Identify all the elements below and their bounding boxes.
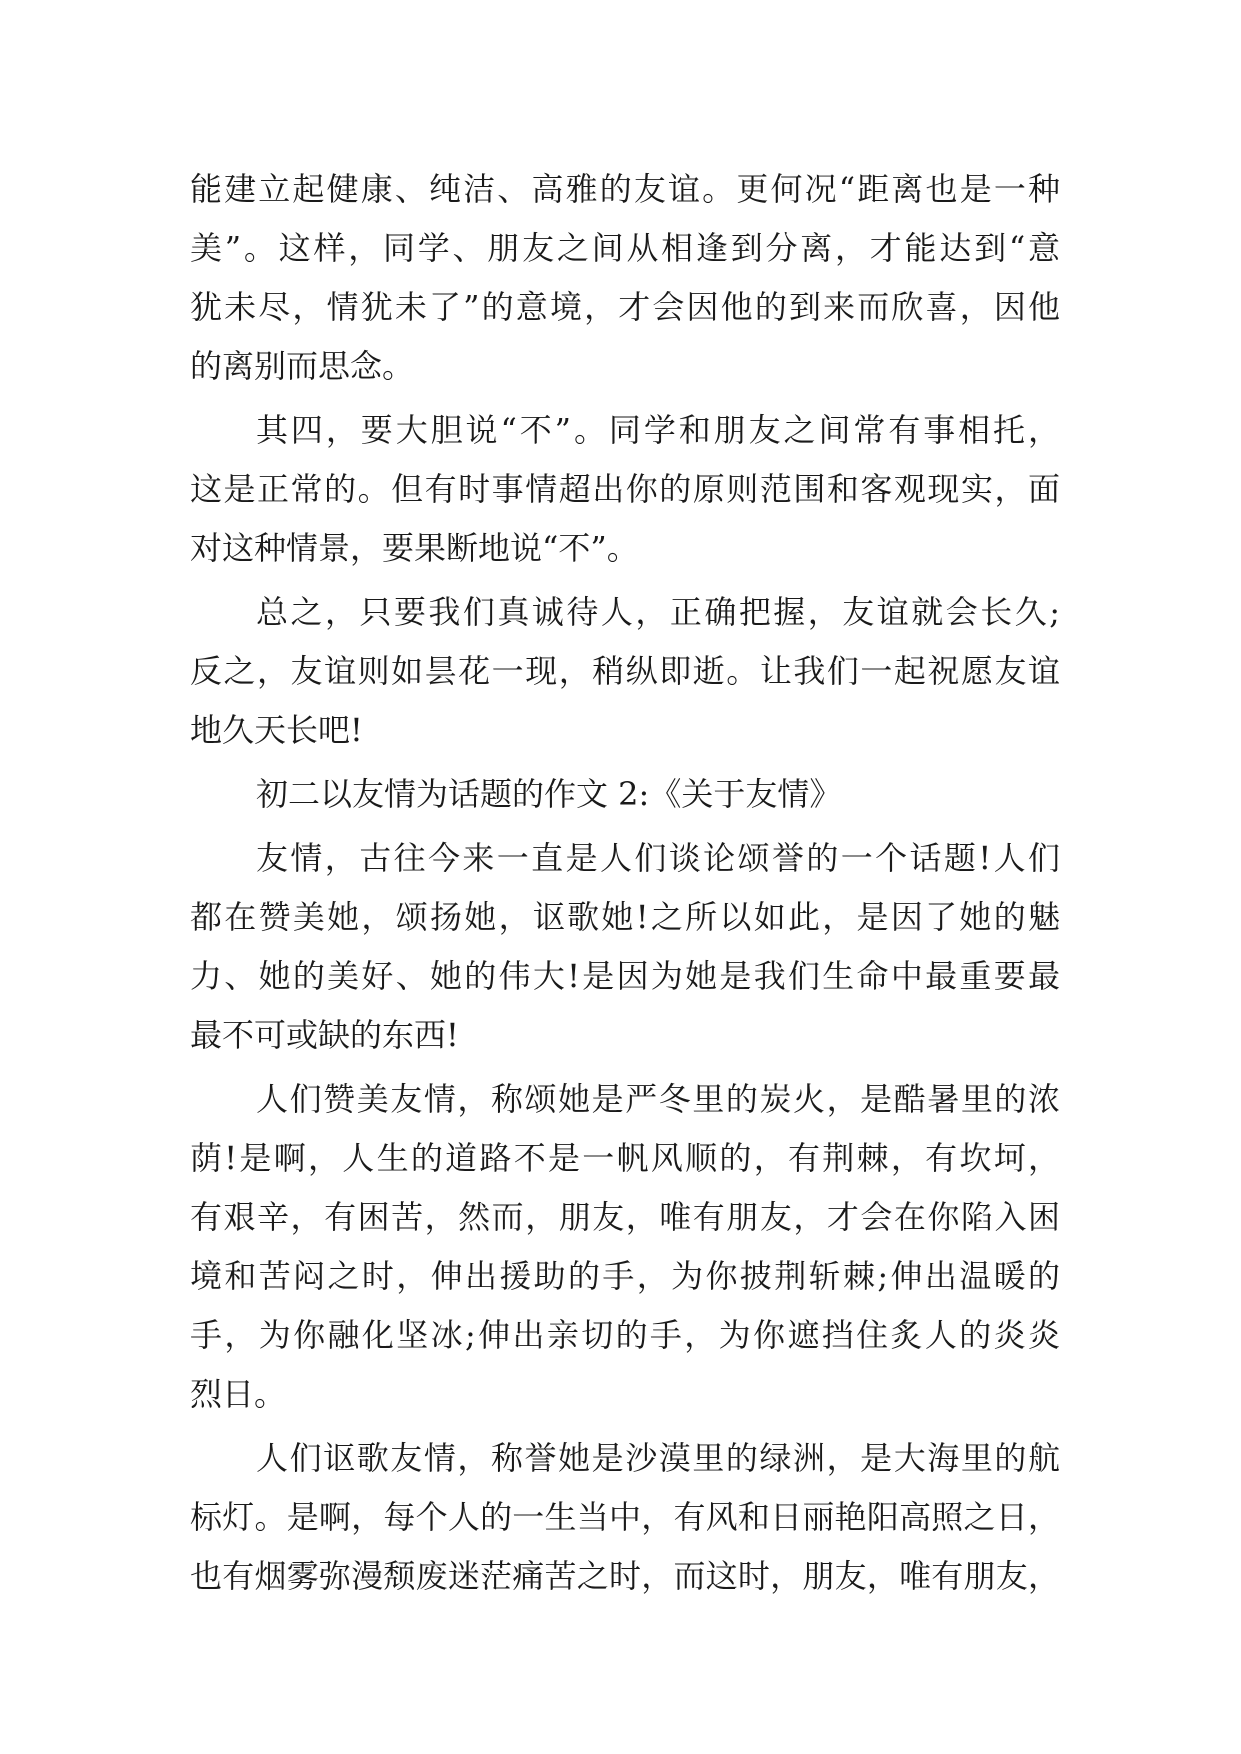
paragraph-3-line-1: 总之，只要我们真诚待人，正确把握，友谊就会长久; xyxy=(256,593,1060,631)
paragraph-7-line-2: 标灯。是啊，每个人的一生当中，有风和日丽艳阳高照之日， xyxy=(190,1498,1060,1536)
paragraph-7-line-1: 人们讴歌友情，称誉她是沙漠里的绿洲，是大海里的航 xyxy=(256,1439,1060,1477)
paragraph-5-line-4: 最不可或缺的东西! xyxy=(190,1016,459,1054)
paragraph-6-line-4: 境和苦闷之时，伸出援助的手，为你披荆斩棘;伸出温暖的 xyxy=(190,1257,1060,1295)
paragraph-7-line-3: 也有烟雾弥漫颓废迷茫痛苦之时，而这时，朋友，唯有朋友， xyxy=(190,1557,1060,1595)
paragraph-1-line-3: 犹未尽，情犹未了”的意境，才会因他的到来而欣喜，因他 xyxy=(190,288,1060,326)
paragraph-6-line-5: 手，为你融化坚冰;伸出亲切的手，为你遮挡住炙人的炎炎 xyxy=(190,1316,1060,1354)
paragraph-2-line-1: 其四，要大胆说“不”。同学和朋友之间常有事相托， xyxy=(256,411,1060,449)
essay-heading: 初二以友情为话题的作文 2:《关于友情》 xyxy=(256,775,842,813)
paragraph-6-line-2: 荫!是啊，人生的道路不是一帆风顺的，有荆棘，有坎坷， xyxy=(190,1139,1060,1177)
paragraph-2-line-2: 这是正常的。但有时事情超出你的原则范围和客观现实，面 xyxy=(190,470,1060,508)
document-body xyxy=(190,160,1060,1606)
paragraph-1-line-1: 能建立起健康、纯洁、高雅的友谊。更何况“距离也是一种 xyxy=(190,170,1060,208)
paragraph-5-line-3: 力、她的美好、她的伟大!是因为她是我们生命中最重要最 xyxy=(190,957,1060,995)
paragraph-6-line-3: 有艰辛，有困苦，然而，朋友，唯有朋友，才会在你陷入困 xyxy=(190,1198,1060,1236)
paragraph-3-line-2: 反之，友谊则如昙花一现，稍纵即逝。让我们一起祝愿友谊 xyxy=(190,652,1060,690)
paragraph-5-line-1: 友情，古往今来一直是人们谈论颂誉的一个话题!人们 xyxy=(256,839,1060,877)
paragraph-6-line-1: 人们赞美友情，称颂她是严冬里的炭火，是酷暑里的浓 xyxy=(256,1080,1060,1118)
paragraph-5-line-2: 都在赞美她，颂扬她，讴歌她!之所以如此，是因了她的魅 xyxy=(190,898,1060,936)
paragraph-1-line-2: 美”。这样，同学、朋友之间从相逢到分离，才能达到“意 xyxy=(190,229,1060,267)
paragraph-2-line-3: 对这种情景，要果断地说“不”。 xyxy=(190,529,639,567)
paragraph-1-line-4: 的离别而思念。 xyxy=(190,347,415,385)
paragraph-6-line-6: 烈日。 xyxy=(190,1375,287,1413)
paragraph-3-line-3: 地久天长吧! xyxy=(190,711,363,749)
